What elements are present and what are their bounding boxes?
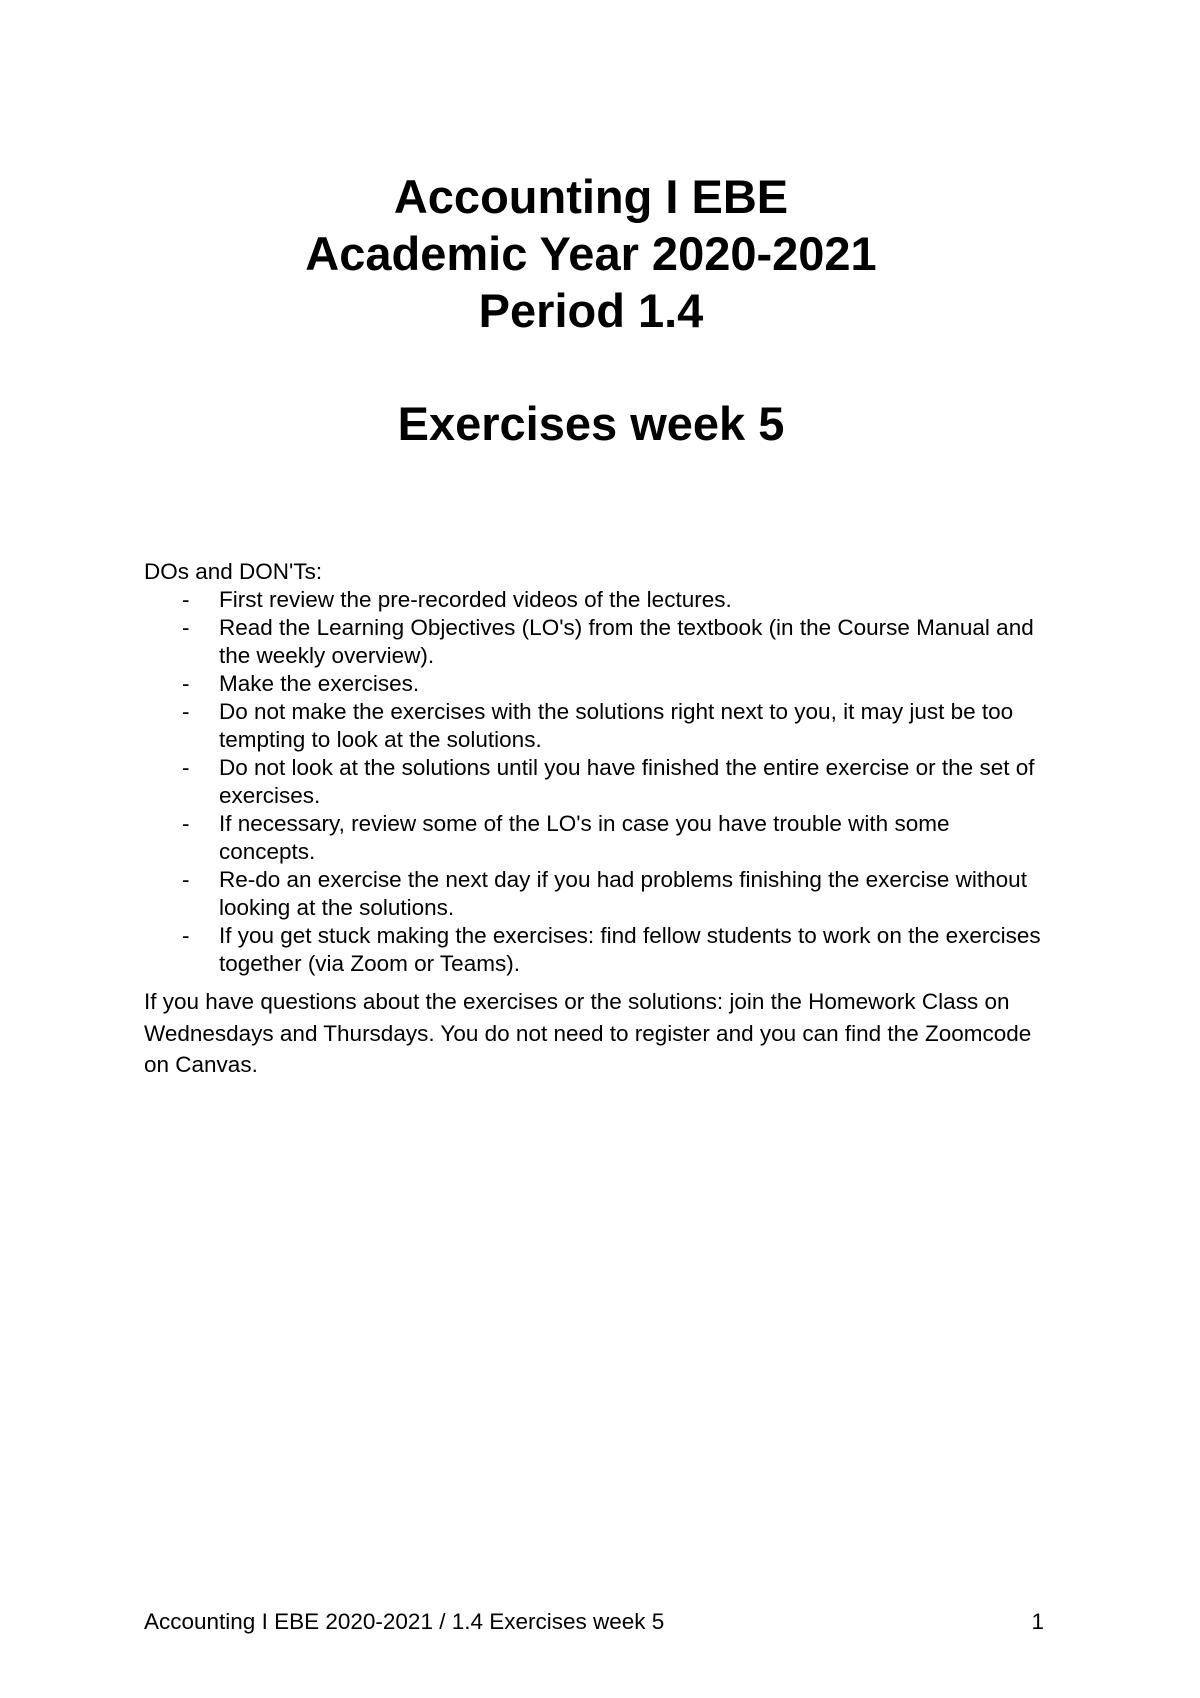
list-item-text: Do not make the exercises with the solutions right next to you, it may just be too tempting to look at the solutions. [219, 699, 1014, 752]
bullet-dash: - [182, 811, 190, 836]
closing-paragraph: If you have questions about the exercises or the solutions: join the Homework Class on Wednesdays and Thursdays. You do not need to register and you can find the Zoomcode on Canvas. [144, 989, 1032, 1077]
title-block [0, 168, 1182, 452]
list-item [144, 754, 1044, 810]
main-content [144, 558, 1044, 1081]
list-item [144, 866, 1044, 922]
list-item [144, 614, 1044, 670]
dos-heading: DOs and DON'Ts: [144, 559, 323, 584]
bullet-dash: - [182, 587, 190, 612]
list-item-text: First review the pre-recorded videos of the lectures. [219, 587, 732, 612]
academic-year: Academic Year 2020-2021 [305, 227, 877, 280]
list-item [144, 586, 1044, 614]
bullet-dash: - [182, 615, 190, 640]
course-title: Accounting I EBE [393, 170, 789, 223]
list-item-text: Re-do an exercise the next day if you had problems finishing the exercise without looking at the solutions. [219, 867, 1027, 920]
bullet-dash: - [182, 699, 190, 724]
bullet-dash: - [182, 755, 190, 780]
dos-list [144, 586, 1044, 978]
list-item [144, 922, 1044, 978]
list-item [144, 670, 1044, 698]
list-item-text: Read the Learning Objectives (LO's) from the textbook (in the Course Manual and the weekly overview). [219, 615, 1034, 668]
bullet-dash: - [182, 923, 190, 948]
page-number: 1 [1031, 1609, 1044, 1634]
period-title: Period 1.4 [478, 284, 704, 337]
list-item-text: Make the exercises. [219, 671, 420, 696]
list-item-text: Do not look at the solutions until you have finished the entire exercise or the set of exercises. [219, 755, 1035, 808]
exercises-title: Exercises week 5 [397, 397, 785, 450]
list-item [144, 698, 1044, 754]
bullet-dash: - [182, 867, 190, 892]
list-item [144, 810, 1044, 866]
list-item-text: If necessary, review some of the LO's in case you have trouble with some concepts. [219, 811, 950, 864]
footer-text: Accounting I EBE 2020-2021 / 1.4 Exercises week 5 [144, 1609, 665, 1634]
bullet-dash: - [182, 671, 190, 696]
list-item-text: If you get stuck making the exercises: find fellow students to work on the exercises together (via Zoom or Teams). [219, 923, 1041, 976]
